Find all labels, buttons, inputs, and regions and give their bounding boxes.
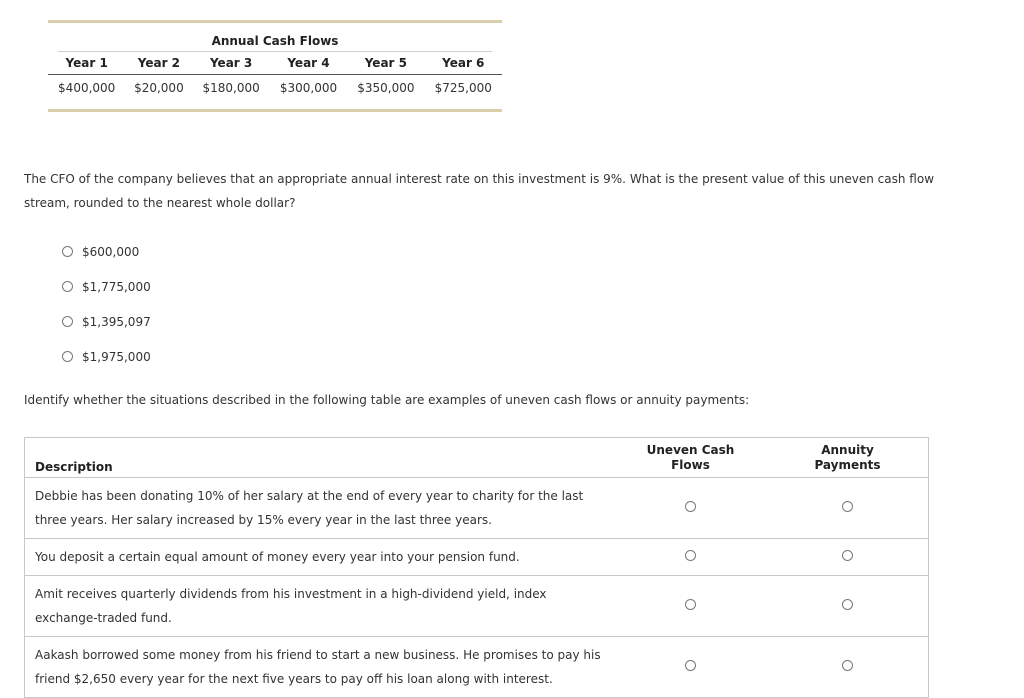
cash-flow-title: Annual Cash Flows xyxy=(211,34,339,48)
uneven-radio[interactable] xyxy=(685,599,696,610)
answer-option-3[interactable] xyxy=(62,304,151,339)
annuity-payments-header: Annuity Payments xyxy=(767,438,929,478)
table-row xyxy=(25,576,929,637)
table-row xyxy=(25,478,929,539)
uneven-cash-flows-header: Uneven Cash Flows xyxy=(614,438,767,478)
year-header: Year 4 xyxy=(270,52,347,75)
annuity-cell xyxy=(767,576,929,637)
row-description: Debbie has been donating 10% of her salary at the end of every year to charity for the last three years. Her salary increased by 15% every year in the last three years. xyxy=(25,478,615,539)
annuity-radio[interactable] xyxy=(842,599,853,610)
annuity-cell xyxy=(767,637,929,698)
cash-flow-value: $725,000 xyxy=(434,81,492,95)
cash-flow-header-row xyxy=(48,52,502,75)
radio-button[interactable] xyxy=(62,281,73,292)
uneven-radio[interactable] xyxy=(685,550,696,561)
year-header: Year 6 xyxy=(425,52,502,75)
cash-flow-value: $180,000 xyxy=(202,81,260,95)
cash-flow-value: $300,000 xyxy=(279,81,338,95)
cash-flow-table-container xyxy=(48,20,502,112)
annuity-radio[interactable] xyxy=(842,660,853,671)
description-header: Description xyxy=(25,438,615,478)
classification-prompt: Identify whether the situations described in the following table are examples of uneven cash flows or annuity payments: xyxy=(24,393,750,407)
cash-flow-value: $20,000 xyxy=(134,81,184,95)
row-description: Amit receives quarterly dividends from his investment in a high-dividend yield, index exchange-traded fund. xyxy=(25,576,615,637)
answer-option-label: $600,000 xyxy=(82,244,140,259)
answer-option-label: $1,395,097 xyxy=(82,314,151,329)
uneven-cell xyxy=(614,478,767,539)
uneven-cell xyxy=(614,539,767,576)
radio-button[interactable] xyxy=(62,316,73,327)
annuity-radio[interactable] xyxy=(842,501,853,512)
answer-option-label: $1,775,000 xyxy=(82,279,151,294)
uneven-cell xyxy=(614,576,767,637)
cash-flow-table xyxy=(48,52,502,101)
annuity-radio[interactable] xyxy=(842,550,853,561)
answer-options xyxy=(62,234,151,374)
answer-option-2[interactable] xyxy=(62,269,151,304)
row-description: Aakash borrowed some money from his friend to start a new business. He promises to pay his friend $2,650 every year for the next five years to pay off his loan along with interest. xyxy=(25,637,615,698)
question-text: The CFO of the company believes that an appropriate annual interest rate on this investment is 9%. What is the present value of this uneven cash flow stream, rounded to the nearest whole dollar? xyxy=(24,172,935,210)
year-header: Year 2 xyxy=(125,52,192,75)
annuity-cell xyxy=(767,478,929,539)
uneven-radio[interactable] xyxy=(685,501,696,512)
radio-button[interactable] xyxy=(62,351,73,362)
radio-button[interactable] xyxy=(62,246,73,257)
table-row xyxy=(25,539,929,576)
row-description: You deposit a certain equal amount of money every year into your pension fund. xyxy=(25,539,615,576)
answer-option-1[interactable] xyxy=(62,234,151,269)
cash-flow-value: $400,000 xyxy=(58,81,116,95)
cash-flow-value-row xyxy=(48,75,502,102)
classification-header-row xyxy=(25,438,929,478)
uneven-radio[interactable] xyxy=(685,660,696,671)
year-header: Year 5 xyxy=(347,52,424,75)
answer-option-4[interactable] xyxy=(62,339,151,374)
cash-flow-bottom-rule xyxy=(48,109,502,112)
table-row xyxy=(25,637,929,698)
classification-table xyxy=(24,437,929,698)
answer-option-label: $1,975,000 xyxy=(82,349,151,364)
cash-flow-top-rule xyxy=(48,20,502,23)
uneven-cell xyxy=(614,637,767,698)
year-header: Year 3 xyxy=(192,52,269,75)
year-header: Year 1 xyxy=(48,52,125,75)
annuity-cell xyxy=(767,539,929,576)
cash-flow-value: $350,000 xyxy=(357,81,415,95)
